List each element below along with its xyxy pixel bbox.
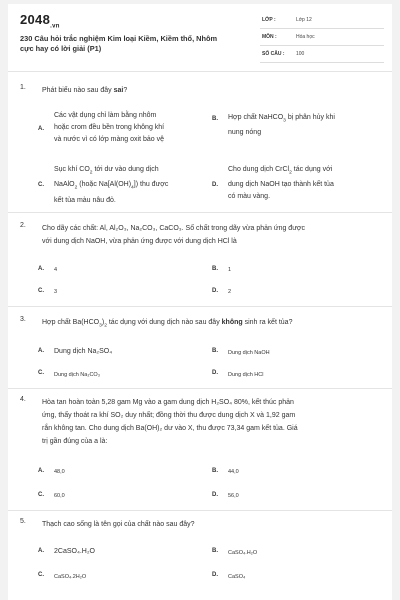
option-c-text[interactable]: 3 bbox=[54, 289, 58, 295]
text-part: tới dư vào dung dịch bbox=[92, 166, 159, 173]
document-title-line-1: 230 Câu hỏi trắc nghiệm Kim loại Kiềm, Kiềm thổ, Nhôm bbox=[20, 34, 218, 43]
question-emphasis: sai bbox=[113, 87, 124, 94]
option-letter[interactable]: C. bbox=[38, 492, 44, 498]
text-part: Sục khí CO bbox=[54, 166, 90, 173]
subscript: 3 bbox=[283, 118, 286, 124]
option-letter[interactable]: C. bbox=[38, 572, 44, 578]
option-d-text[interactable]: CaSO₄ bbox=[228, 574, 246, 580]
option-b-text[interactable]: Dung dịch NaOH bbox=[228, 350, 270, 356]
subscript: 2 bbox=[104, 323, 107, 329]
question-line: Hòa tan hoàn toàn 5,28 gam Mg vào a gam dung dịch H₂SO₄ 80%, kết thúc phản bbox=[42, 399, 294, 406]
question-text bbox=[42, 396, 382, 448]
option-b-text[interactable]: 44,0 bbox=[228, 469, 239, 475]
option-letter[interactable]: C. bbox=[38, 182, 44, 188]
question-text: Thạch cao sống là tên gọi của chất nào sau đây? bbox=[42, 521, 195, 528]
option-letter[interactable]: B. bbox=[212, 548, 218, 554]
option-d-text[interactable]: 2 bbox=[228, 289, 232, 295]
logo-text: 2048 bbox=[20, 12, 51, 27]
question-text bbox=[42, 222, 382, 248]
document-title bbox=[20, 34, 250, 54]
divider bbox=[8, 510, 392, 511]
question-line: với dung dịch NaOH, vừa phản ứng được với dung dịch HCl là bbox=[42, 238, 237, 245]
option-a-text[interactable]: Dung dịch Na₂SO₄ bbox=[54, 348, 113, 355]
question-number: 5. bbox=[20, 518, 26, 525]
meta-value: 100 bbox=[296, 51, 305, 57]
text-part: bị phân hủy khi bbox=[285, 114, 335, 121]
meta-label: MÔN : bbox=[262, 34, 277, 40]
option-line bbox=[54, 179, 214, 194]
question-line: trị gần đúng của a là: bbox=[42, 438, 108, 445]
option-a-text[interactable]: 48,0 bbox=[54, 469, 65, 475]
option-c-text[interactable]: 60,0 bbox=[54, 493, 65, 499]
option-letter[interactable]: A. bbox=[38, 126, 44, 132]
option-letter[interactable]: D. bbox=[212, 370, 218, 376]
meta-value: Hóa học bbox=[296, 34, 315, 40]
text-part: sinh ra kết tủa? bbox=[242, 319, 293, 326]
option-letter[interactable]: D. bbox=[212, 492, 218, 498]
subscript: 2 bbox=[289, 170, 292, 176]
question-number: 2. bbox=[20, 222, 26, 229]
option-letter[interactable]: D. bbox=[212, 182, 218, 188]
text-part: tác dụng với dung dịch nào sau đây bbox=[106, 319, 222, 326]
text-part: NaAlO bbox=[54, 181, 75, 189]
question-text-part: Phát biểu nào sau đây bbox=[42, 87, 114, 94]
question-number: 3. bbox=[20, 316, 26, 323]
option-c-text[interactable] bbox=[54, 164, 214, 207]
option-line: dung dịch NaOH tạo thành kết tủa bbox=[228, 181, 334, 189]
meta-row-subject bbox=[260, 31, 384, 46]
worksheet-page bbox=[8, 4, 392, 600]
logo-suffix: .vn bbox=[50, 23, 60, 30]
option-letter[interactable]: C. bbox=[38, 370, 44, 376]
option-line: hoặc crom đều bền trong không khí bbox=[54, 124, 165, 131]
option-line: và nước vì có lớp màng oxit bảo vệ bbox=[54, 136, 164, 143]
document-meta bbox=[260, 14, 384, 65]
text-part: ) bbox=[101, 319, 105, 326]
option-a-text[interactable]: 2CaSO₄.H₂O bbox=[54, 548, 95, 555]
option-letter[interactable]: D. bbox=[212, 572, 218, 578]
meta-row-question-count bbox=[260, 48, 384, 63]
subscript: 4 bbox=[131, 185, 134, 191]
text-part: tác dụng với bbox=[291, 166, 333, 173]
divider bbox=[8, 306, 392, 307]
document-title-line-2: cực hay có lời giải (P1) bbox=[20, 44, 102, 53]
worksheet-header bbox=[8, 4, 392, 62]
subscript: 2 bbox=[89, 170, 93, 176]
option-d-text[interactable]: Dung dịch HCl bbox=[228, 372, 264, 378]
option-letter[interactable]: B. bbox=[212, 468, 218, 474]
option-letter[interactable]: C. bbox=[38, 288, 44, 294]
option-letter[interactable]: A. bbox=[38, 348, 44, 354]
divider bbox=[8, 212, 392, 213]
option-c-text[interactable]: CaSO₄.2H₂O bbox=[54, 574, 87, 580]
option-line bbox=[228, 164, 386, 179]
option-b-text[interactable]: CaSO₄.H₂O bbox=[228, 550, 258, 556]
option-letter[interactable]: A. bbox=[38, 548, 44, 554]
question-text-part: ? bbox=[123, 87, 128, 94]
option-d-text[interactable]: 56,0 bbox=[228, 493, 239, 499]
subscript: 3 bbox=[99, 323, 102, 329]
text-part: Hợp chất Ba(HCO bbox=[42, 319, 100, 326]
text-part: Cho dung dịch CrCl bbox=[228, 166, 290, 173]
question-line: rắn không tan. Cho dung dịch Ba(OH)₂ dư vào X, thu được 73,34 gam kết tủa. Giá bbox=[42, 425, 298, 432]
option-line: kết tủa màu nâu đỏ. bbox=[54, 196, 116, 204]
option-line bbox=[54, 164, 214, 179]
option-a-text[interactable] bbox=[54, 110, 206, 146]
option-letter[interactable]: B. bbox=[212, 116, 218, 122]
option-line bbox=[228, 112, 386, 127]
option-b-text[interactable] bbox=[228, 112, 386, 139]
option-letter[interactable]: B. bbox=[212, 266, 218, 272]
option-c-text[interactable]: Dung dịch Na₂CO₃ bbox=[54, 372, 100, 378]
text-part: ]) thu được bbox=[133, 181, 169, 189]
question-emphasis: không bbox=[221, 319, 243, 326]
text-part: (hoặc Na[Al(OH) bbox=[77, 181, 132, 189]
option-b-text[interactable]: 1 bbox=[228, 267, 232, 273]
question-line: ứng, thấy thoát ra khí SO₂ duy nhất; đồng thời thu được dung dịch X và 1,92 gam bbox=[42, 412, 296, 419]
divider bbox=[8, 71, 392, 72]
question-line: Cho dãy các chất: Al, Al₂O₃, Na₂CO₃, CaCO₃. Số chất trong dãy vừa phản ứng được bbox=[42, 225, 305, 232]
option-d-text[interactable] bbox=[228, 164, 386, 203]
question-number: 1. bbox=[20, 84, 26, 91]
question-text bbox=[42, 84, 382, 97]
option-line: Các vật dụng chỉ làm bằng nhôm bbox=[54, 112, 157, 119]
question-text bbox=[42, 316, 382, 332]
text-part: Hợp chất NaHCO bbox=[228, 114, 284, 121]
divider bbox=[8, 388, 392, 389]
option-letter[interactable]: A. bbox=[38, 266, 44, 272]
question-number: 4. bbox=[20, 396, 26, 403]
option-line: có màu vàng. bbox=[228, 193, 271, 201]
site-logo[interactable] bbox=[20, 12, 60, 30]
option-line: nung nóng bbox=[228, 129, 262, 137]
option-letter[interactable]: D. bbox=[212, 288, 218, 294]
option-letter[interactable]: A. bbox=[38, 468, 44, 474]
subscript: 2 bbox=[74, 185, 78, 191]
meta-row-class bbox=[260, 14, 384, 29]
option-a-text[interactable]: 4 bbox=[54, 267, 58, 273]
meta-label: SỐ CÂU : bbox=[262, 51, 285, 57]
meta-value: Lớp 12 bbox=[296, 17, 312, 23]
meta-label: LỚP : bbox=[262, 17, 276, 23]
option-letter[interactable]: B. bbox=[212, 348, 218, 354]
